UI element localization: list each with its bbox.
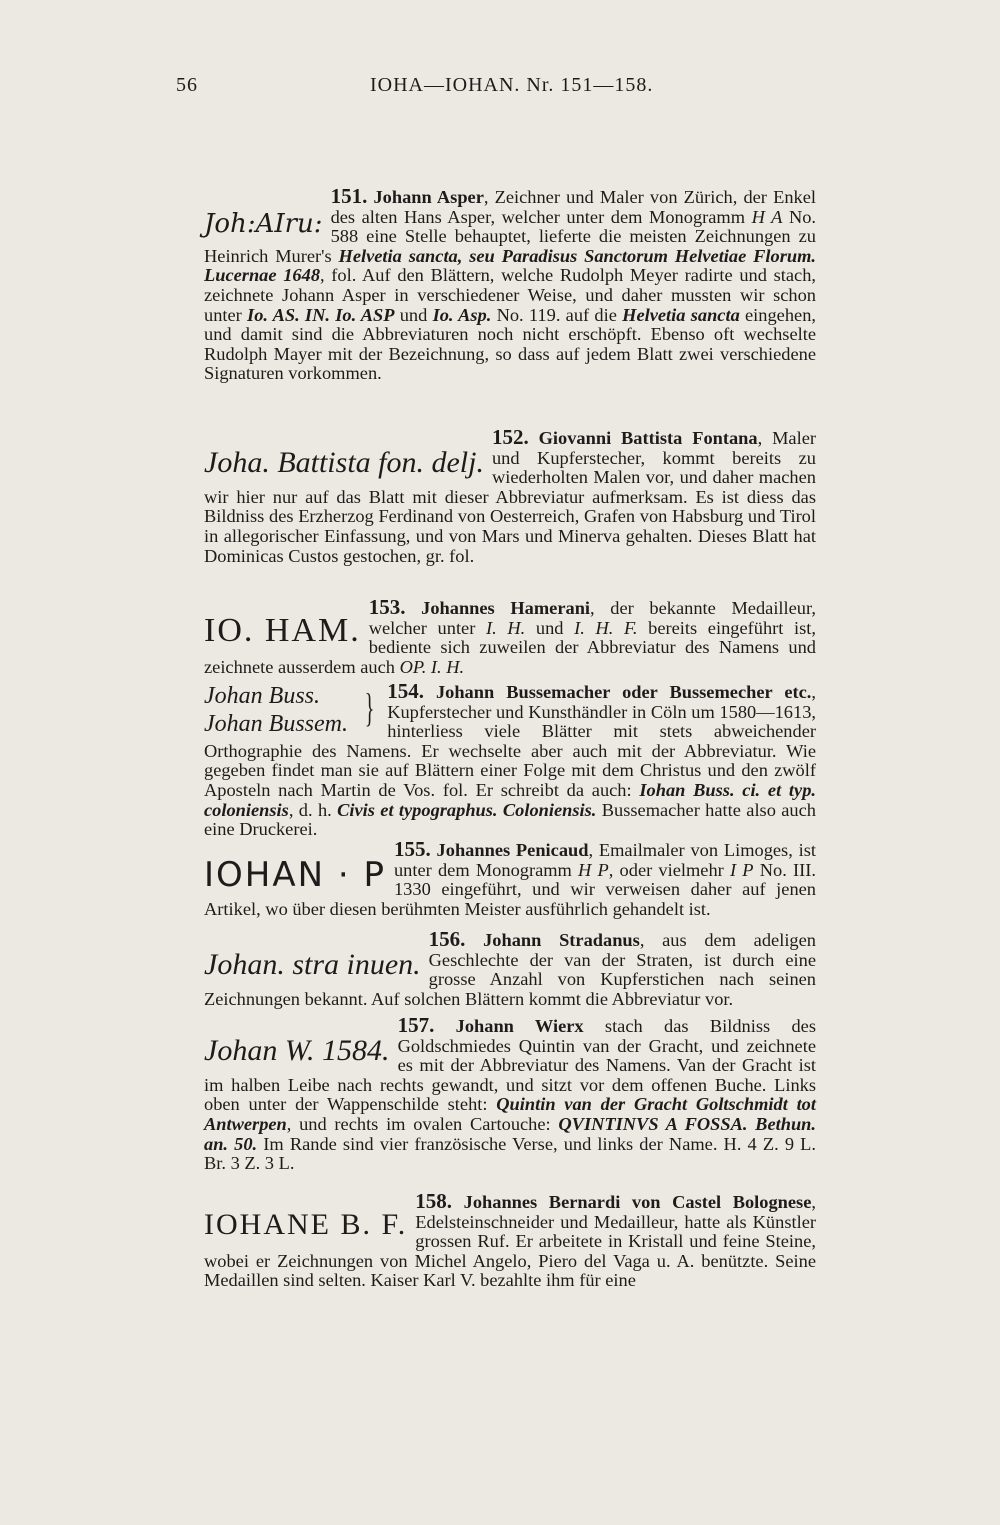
brace-icon: } [364,685,375,730]
entry-name: Johannes Hamerani [421,598,591,618]
entry-154: Johan Buss. Johan Bussem. } 154. Johann Bussemacher oder Bussemecher etc., Kupferstecher und Kunsthändler in Cöln um 1580—1613, hinterliess viele Blätter mit stets abweichender Orthographie des Namens. Er wechselte aber auch mit der Abbreviatur. Wie gegeben findet man sie auf Blättern einer Folge mit dem Christus und den zwölf Aposteln nach Martin de Vos. fol. Er schreibt da auch: Iohan Buss. ci. et typ. coloniensis, d. h. Civis et typographus. Coloniensis. Bussemacher hatte also auch eine Druckerei. [204,679,816,840]
entry-number: 153. [368,595,406,619]
entry-signature: Johan. stra inuen. [204,948,421,981]
entry-signature: Johan W. 1584. [204,1034,390,1067]
entry-156: Johan. stra inuen. 156. Johann Stradanus, aus dem adeligen Geschlechte der van der Straten, ist durch eine grosse Anzahl von Kupferstichen nach seinen Zeichnungen bekannt. Auf solchen Blättern kommt die Abbreviatur vor. [204,927,816,1009]
entry-number: 152. [491,425,529,449]
entry-signature: Johan Buss. Johan Bussem. [204,683,348,737]
running-title: IOHA—IOHAN. Nr. 151—158. [370,74,654,96]
entry-signature: Joha. Battista fon. delj. [204,446,484,479]
entry-153: IO. HAM. 153. Johannes Hamerani, der bekannte Medailleur, welcher unter I. H. und I. H. F. bereits eingeführt ist, bediente sich zuweilen der Abbreviatur des Namens und zeichnete ausserdem auch OP. I. H. [204,595,816,677]
page-header [0,74,1000,102]
entry-155: IOHAN · P 155. Johannes Penicaud, Emailmaler von Limoges, ist unter dem Monogramm H P, oder vielmehr I P No. III. 1330 eingeführt, und wir verweisen daher auf jenen Artikel, wo über diesen berühmten Meister ausführlich gehandelt ist. [204,837,816,919]
entry-number: 158. [415,1189,453,1213]
entry-152: Joha. Battista fon. delj. 152. Giovanni Battista Fontana, Maler und Kupferstecher, kommt bereits zu wiederholten Malen vor, und daher machen wir hier nur auf das Blatt mit dieser Abbreviatur aufmerksam. Es ist diess das Bildniss des Erzherzog Ferdinand von Oesterreich, Grafen von Habsburg und Tirol in allegorischer Einfassung, und von Mars und Minerva gehalten. Dieses Blatt hat Dominicas Custos gestochen, gr. fol. [204,425,816,566]
entry-name: Johannes Penicaud [436,840,589,860]
entry-name: Giovanni Battista Fontana [538,428,758,448]
entry-signature: IOHAN · P [204,855,386,895]
entry-signature: Joh:AIru: [204,209,323,239]
entry-name: Johann Stradanus [483,930,640,950]
entry-name: Johann Wierx [455,1016,584,1036]
entry-signature: IO. HAM. [204,612,361,649]
page-number: 56 [176,74,198,96]
entry-number: 156. [428,927,466,951]
entry-157: Johan W. 1584. 157. Johann Wierx stach das Bildniss des Goldschmiedes Quintin van der Gracht, und zeichnete es mit der Abbreviatur des Namens. Van der Gracht ist im halben Leibe nach rechts gewandt, und sitzt vor dem offenen Buche. Links oben unter der Wappenschilde steht: Quintin van der Gracht Goltschmidt tot Antwerpen, und rechts im ovalen Cartouche: QVINTINVS A FOSSA. Bethun. an. 50. Im Rande sind vier französische Verse, und links der Name. H. 4 Z. 9 L. Br. 3 Z. 3 L. [204,1013,816,1174]
entry-number: 157. [397,1013,435,1037]
entry-number: 154. [387,679,424,703]
entry-signature: IOHANE B. F. [204,1208,408,1241]
entry-name: Johann Asper [373,187,484,207]
entry-158: IOHANE B. F. 158. Johannes Bernardi von Castel Bolognese, Edelsteinschneider und Medailleur, hatte als Künstler grossen Ruf. Er arbeitete in Kristall und feine Steine, wobei er Zeichnungen von Michel Angelo, Piero del Vaga u. A. benützte. Seine Medaillen sind selten. Kaiser Karl V. bezahlte ihm für eine [204,1189,816,1291]
entry-151: Joh:AIru: 151. Johann Asper, Zeichner und Maler von Zürich, der Enkel des alten Hans Asper, welcher unter dem Monogramm H A No. 588 eine Stelle behauptet, lieferte die meisten Zeichnungen zu Heinrich Murer's Helvetia sancta, seu Paradisus Sanctorum Helvetiae Florum. Lucernae 1648, fol. Auf den Blättern, welche Rudolph Meyer radirte und stach, zeichnete Johann Asper in verschiedener Weise, und daher mussten wir schon unter Io. AS. IN. Io. ASP und Io. Asp. No. 119. auf die Helvetia sancta eingehen, und damit sind die Abbreviaturen noch nicht erschöpft. Ebenso oft wechselte Rudolph Mayer mit der Bezeichnung, so dass auf jedem Blatt zwei verschiedene Signaturen vorkommen. [204,184,817,384]
entry-number: 155. [393,837,431,861]
entry-name: Johannes Bernardi von Castel Bolognese [463,1192,812,1212]
entry-number: 151. [330,184,368,208]
entry-name: Johann Bussemacher oder Bussemecher etc. [435,682,812,702]
